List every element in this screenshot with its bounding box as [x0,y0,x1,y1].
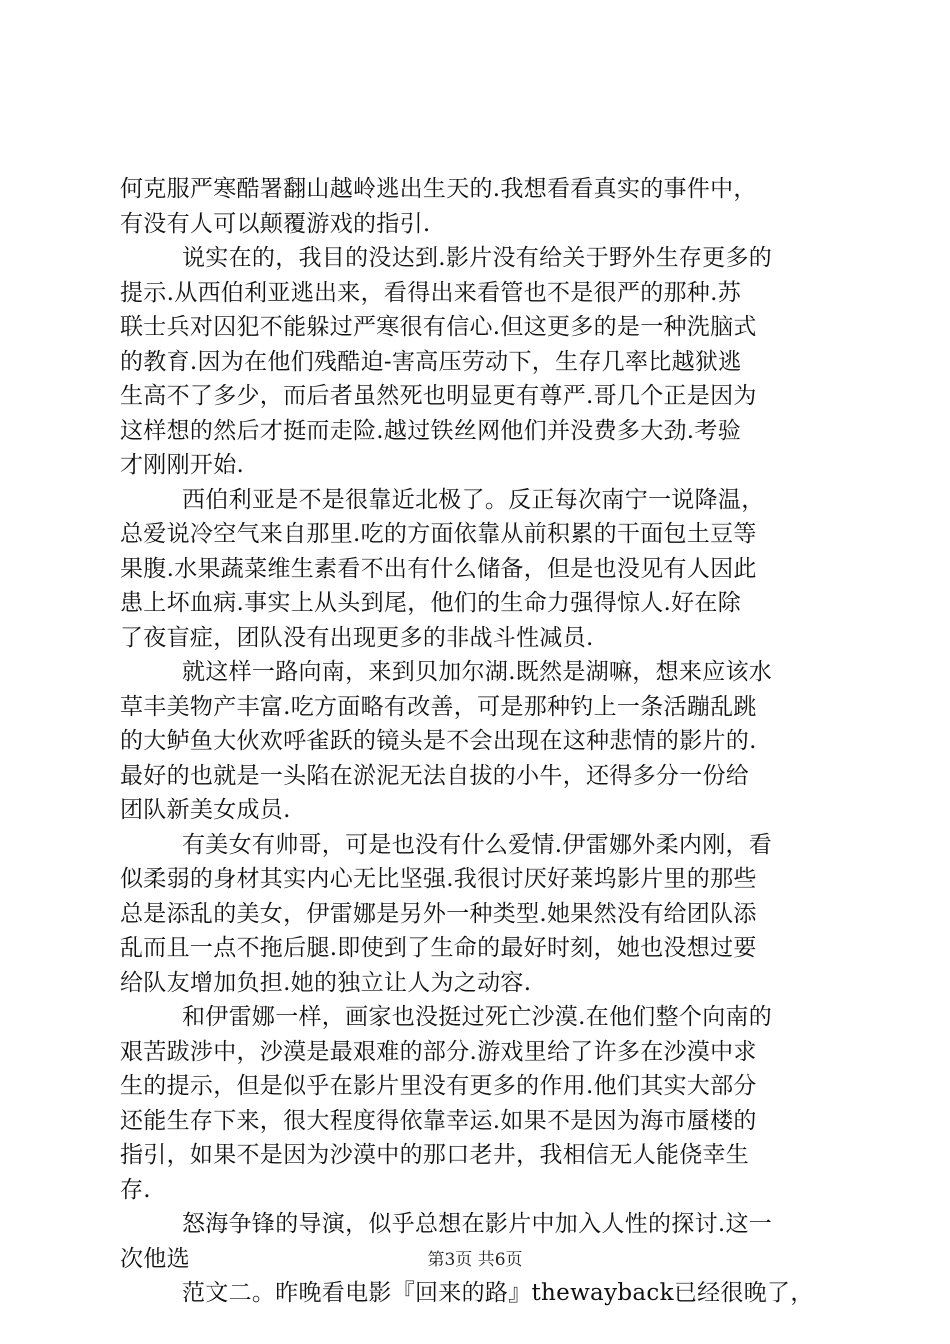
paragraph [120,1276,840,1311]
text-line: 提示.从西伯利亚逃出来，看得出来看管也不是很严的那种.苏 [120,279,742,306]
document-body [120,172,840,1311]
text-line: 范文二。昨晚看电影『回来的路』thewayback已经很晚了， [182,1280,814,1306]
text-line: 存. [120,1176,151,1203]
text-line: 给队友增加负担.她的独立让人为之动容. [120,969,532,996]
text-line: 总是添乱的美女，伊雷娜是另外一种类型.她果然没有给团队添 [120,900,757,927]
paragraph [120,1000,840,1207]
text-line: 还能生存下来，很大程度得依靠幸运.如果不是因为海市蜃楼的 [120,1107,757,1134]
text-line: 说实在的，我目的没达到.影片没有给关于野外生存更多的 [182,245,773,271]
text-line: 次他选 [120,1245,190,1272]
paragraph [120,172,840,241]
text-line: 有美女有帅哥，可是也没有什么爱情.伊雷娜外柔内刚，看 [182,831,773,858]
text-line: 乱而且一点不拖后腿.即使到了生命的最好时刻，她也没想过要 [120,935,757,961]
text-line: 有没有人可以颠覆游戏的指引. [120,210,431,237]
text-line: 草丰美物产丰富.吃方面略有改善，可是那种钓上一条活蹦乱跳 [120,693,757,720]
paragraph [120,655,840,828]
text-line: 生的提示，但是似乎在影片里没有更多的作用.他们其实大部分 [120,1073,757,1099]
text-line: 患上坏血病.事实上从头到尾，他们的生命力强得惊人.好在除 [120,590,742,616]
text-line: 就这样一路向南，来到贝加尔湖.既然是湖嘛，想来应该水 [182,659,773,685]
text-line: 团队新美女成员. [120,797,291,823]
text-line: 的教育.因为在他们残酷迫-害高压劳动下，生存几率比越狱逃 [120,348,742,375]
text-line: 才刚刚开始. [120,452,245,478]
text-line: 艰苦跋涉中，沙漠是最艰难的部分.游戏里给了许多在沙漠中求 [120,1038,757,1065]
text-line: 生高不了多少，而后者虽然死也明显更有尊严.哥几个正是因为 [120,383,757,409]
text-line: 果腹.水果蔬菜维生素看不出有什么储备，但是也没见有人因此 [120,555,757,582]
text-line: 指引，如果不是因为沙漠中的那口老井，我相信无人能侥幸生 [120,1142,750,1168]
text-line: 似柔弱的身材其实内心无比坚强.我很讨厌好莱坞影片里的那些 [120,866,757,892]
text-line: 何克服严寒酷署翻山越岭逃出生天的.我想看看真实的事件中， [120,176,757,202]
text-line: 总爱说冷空气来自那里.吃的方面依靠从前积累的干面包土豆等 [120,521,757,547]
text-line: 这样想的然后才挺而走险.越过铁丝网他们并没费多大劲.考验 [120,417,742,444]
text-line: 了夜盲症，团队没有出现更多的非战斗性减员. [120,624,594,651]
text-line: 的大鲈鱼大伙欢呼雀跃的镜头是不会出现在这种悲情的影片的. [120,728,757,754]
page-footer: 第3页 共6页 [427,1250,523,1270]
text-line: 西伯利亚是不是很靠近北极了。反正每次南宁一说降温， [182,486,765,513]
paragraph [120,483,840,656]
text-line: 最好的也就是一头陷在淤泥无法自拔的小牛，还得多分一份给 [120,762,750,789]
paragraph [120,828,840,1001]
text-line: 和伊雷娜一样，画家也没挺过死亡沙漠.在他们整个向南的 [182,1004,773,1030]
paragraph [120,241,840,483]
text-line: 怒海争锋的导演，似乎总想在影片中加入人性的探讨.这一 [182,1211,773,1237]
text-line: 联士兵对囚犯不能躲过严寒很有信心.但这更多的是一种洗脑式 [120,314,757,340]
